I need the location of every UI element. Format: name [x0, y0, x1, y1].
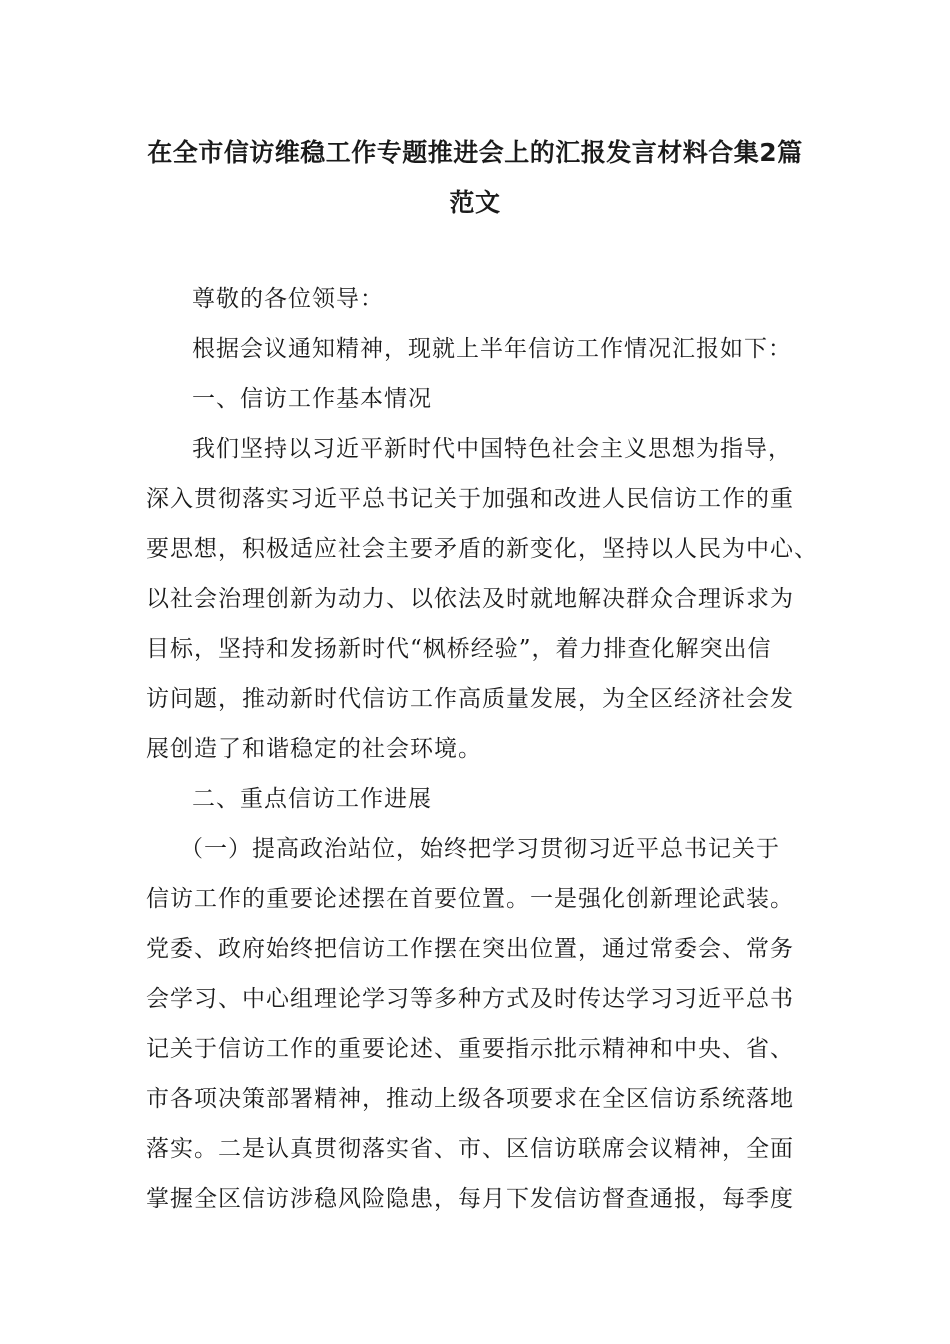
- section-2-heading-text: 二、重点信访工作进展: [192, 786, 432, 812]
- section-1-heading: [146, 374, 806, 424]
- paragraph-line: 市各项决策部署精神，推动上级各项要求在全区信访系统落地: [146, 1086, 794, 1112]
- intro-text: 根据会议通知精神，现就上半年信访工作情况汇报如下：: [192, 336, 792, 362]
- paragraph-line: 记关于信访工作的重要论述、重要指示批示精神和中央、省、: [146, 1036, 794, 1062]
- paragraph-line: （一）提高政治站位，始终把学习贯彻习近平总书记关于: [180, 836, 780, 862]
- section-2-heading: [146, 774, 806, 824]
- paragraph-line: 要思想，积极适应社会主要矛盾的新变化，坚持以人民为中心、: [146, 536, 818, 562]
- section-1-paragraph: [146, 424, 818, 774]
- paragraph-line: 掌握全区信访涉稳风险隐患，每月下发信访督查通报，每季度: [146, 1186, 794, 1212]
- paragraph-line: 会学习、中心组理论学习等多种方式及时传达学习习近平总书: [146, 986, 794, 1012]
- salutation-text: 尊敬的各位领导：: [192, 286, 384, 312]
- paragraph-line: 深入贯彻落实习近平总书记关于加强和改进人民信访工作的重: [146, 486, 794, 512]
- paragraph-line: 我们坚持以习近平新时代中国特色社会主义思想为指导，: [192, 436, 792, 462]
- document-title: [130, 128, 820, 228]
- salutation: [146, 274, 806, 324]
- paragraph-line: 信访工作的重要论述摆在首要位置。一是强化创新理论武装。: [146, 886, 794, 912]
- section-2-paragraph: [146, 824, 806, 1224]
- document-body: [146, 274, 818, 1224]
- title-line-1: 在全市信访维稳工作专题推进会上的汇报发言材料合集2篇: [147, 138, 803, 167]
- section-1-heading-text: 一、信访工作基本情况: [192, 386, 432, 412]
- intro-paragraph: [146, 324, 806, 374]
- paragraph-line: 党委、政府始终把信访工作摆在突出位置，通过常委会、常务: [146, 936, 794, 962]
- title-line-2: 范文: [449, 188, 501, 217]
- paragraph-line: 访问题，推动新时代信访工作高质量发展，为全区经济社会发: [146, 686, 794, 712]
- paragraph-line: 展创造了和谐稳定的社会环境。: [146, 736, 482, 762]
- paragraph-line: 以社会治理创新为动力、以依法及时就地解决群众合理诉求为: [146, 586, 794, 612]
- paragraph-line: 落实。二是认真贯彻落实省、市、区信访联席会议精神，全面: [146, 1136, 794, 1162]
- paragraph-line: 目标，坚持和发扬新时代“枫桥经验”，着力排查化解突出信: [146, 636, 772, 662]
